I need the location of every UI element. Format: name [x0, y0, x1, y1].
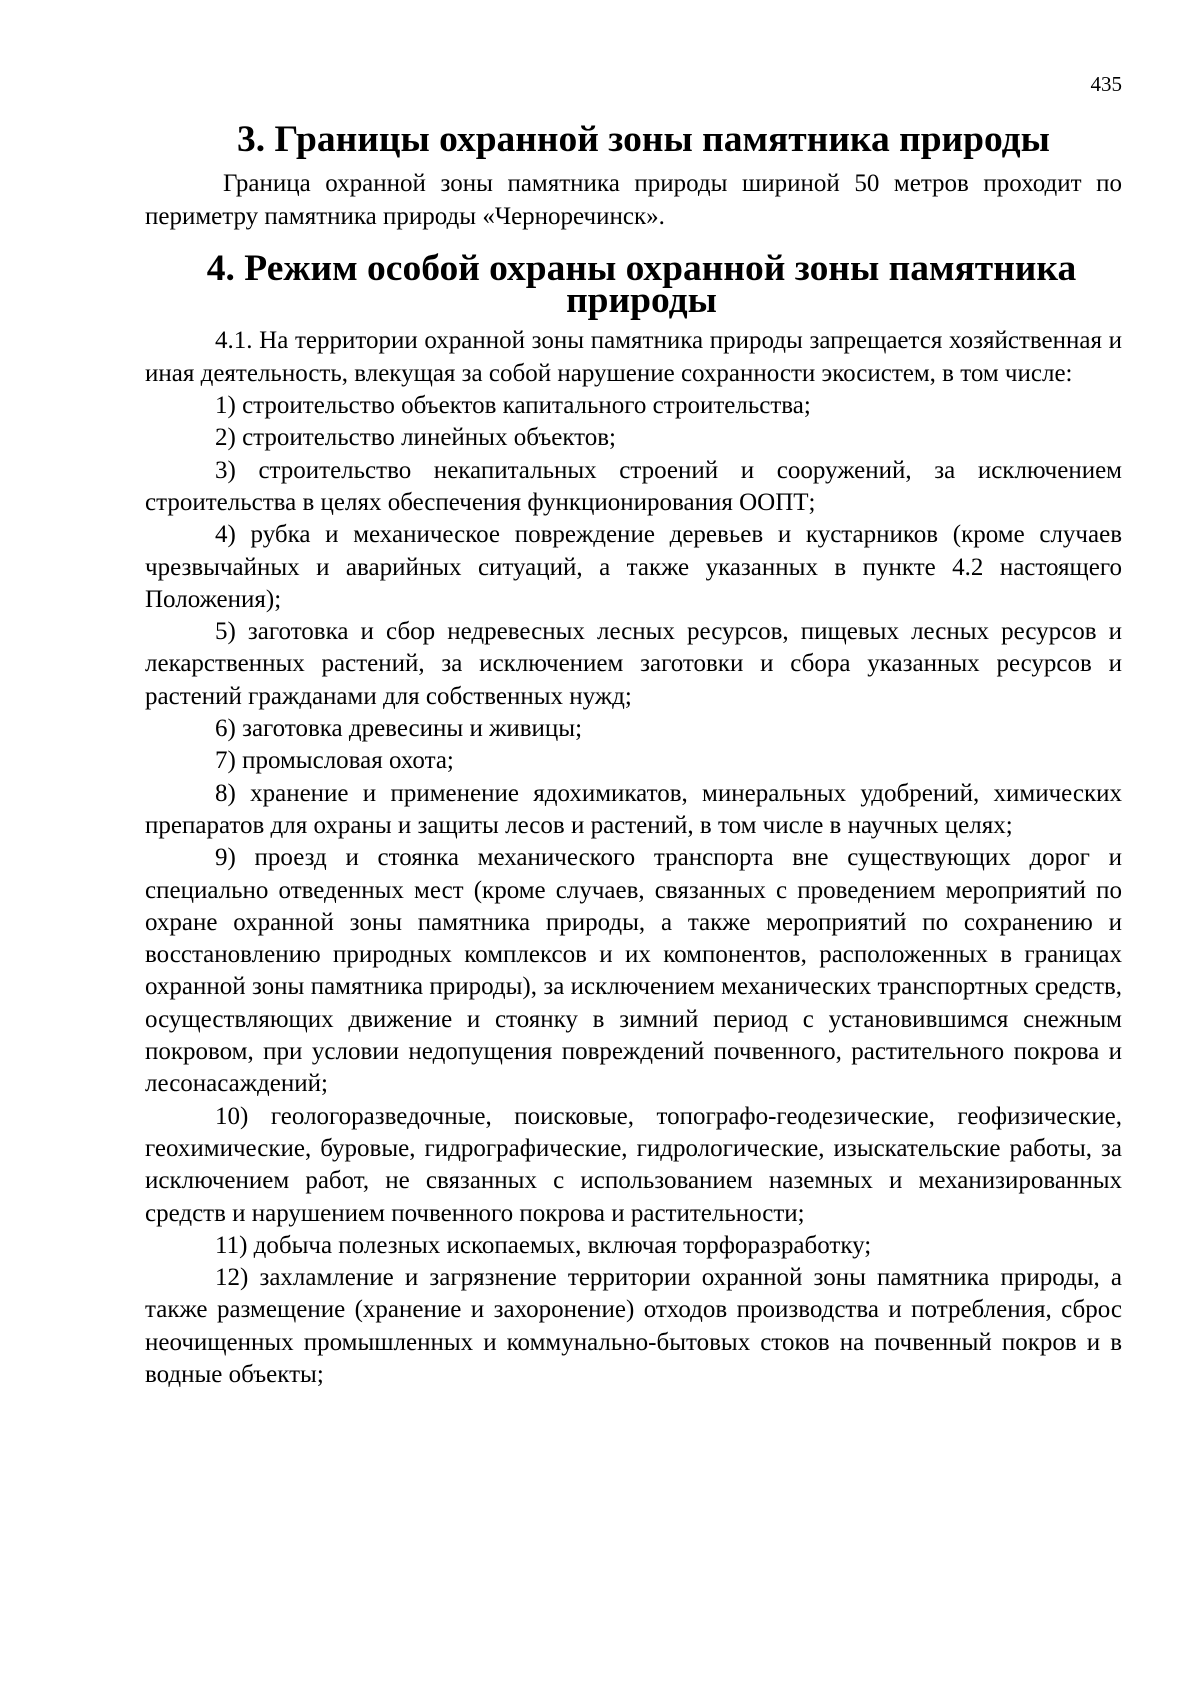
list-item: 7) промысловая охота;: [215, 747, 454, 775]
section-4-intro-paragraph: 4.1. На территории охранной зоны памятника природы запрещается хозяйственная и иная деятельность, влекущая за собой нарушение сохранности экосистем, в том числе:: [145, 327, 1122, 387]
section-3-paragraph: Граница охранной зоны памятника природы шириной 50 метров проходит по периметру памятника природы «Черноречинск».: [145, 170, 1122, 230]
section-3-heading: 3. Границы охранной зоны памятника природы: [237, 119, 1050, 160]
list-item: 12) захламление и загрязнение территории охранной зоны памятника природы, а также размещение (хранение и захоронение) отходов производства и потребления, сброс неочищенных промышленных и коммунально-бытовых стоков на почвенный покров и в водные объекты;: [145, 1264, 1122, 1388]
list-item: 5) заготовка и сбор недревесных лесных ресурсов, пищевых лесных ресурсов и лекарственных растений, за исключением заготовки и сбора указанных ресурсов и растений гражданами для собственных нужд;: [145, 618, 1122, 710]
list-item: 8) хранение и применение ядохимикатов, минеральных удобрений, химических препаратов для охраны и защиты лесов и растений, в том числе в научных целях;: [145, 779, 1122, 839]
page-number: 435: [1090, 72, 1122, 96]
list-item: 10) геологоразведочные, поисковые, топографо-геодезические, геофизические, геохимические, буровые, гидрографические, гидрологические, изыскательские работы, за исключением работ, не связанных с использованием наземных и механизированных средств и нарушением почвенного покрова и растительности;: [145, 1102, 1122, 1227]
document-body: [145, 119, 1122, 1391]
list-item: 2) строительство линейных объектов;: [215, 424, 617, 452]
list-item: 11) добыча полезных ископаемых, включая торфоразработку;: [215, 1231, 872, 1259]
list-item: 9) проезд и стоянка механического транспорта вне существующих дорог и специально отведенных мест (кроме случаев, связанных с проведением мероприятий по охране охранной зоны памятника природы, а также мероприятий по сохранению и восстановлению природных комплексов и их компонентов, расположенных в границах охранной зоны памятника природы), за исключением механических транспортных средств, осуществляющих движение и стоянку в зимний период с установившимся снежным покровом, при условии недопущения повреждений почвенного, растительного покрова и лесонасаждений;: [145, 844, 1122, 1098]
list-item: 1) строительство объектов капитального строительства;: [215, 392, 811, 420]
list-item: 4) рубка и механическое повреждение деревьев и кустарников (кроме случаев чрезвычайных и аварийных ситуаций, а также указанных в пункте 4.2 настоящего Положения);: [145, 521, 1122, 613]
prohibited-activities-list: [145, 390, 1122, 1391]
list-item: 3) строительство некапитальных строений и сооружений, за исключением строительства в целях обеспечения функционирования ООПТ;: [145, 456, 1122, 516]
list-item: 6) заготовка древесины и живицы;: [215, 715, 583, 743]
section-4-heading: 4. Режим особой охраны охранной зоны памятника природы: [206, 247, 1077, 322]
